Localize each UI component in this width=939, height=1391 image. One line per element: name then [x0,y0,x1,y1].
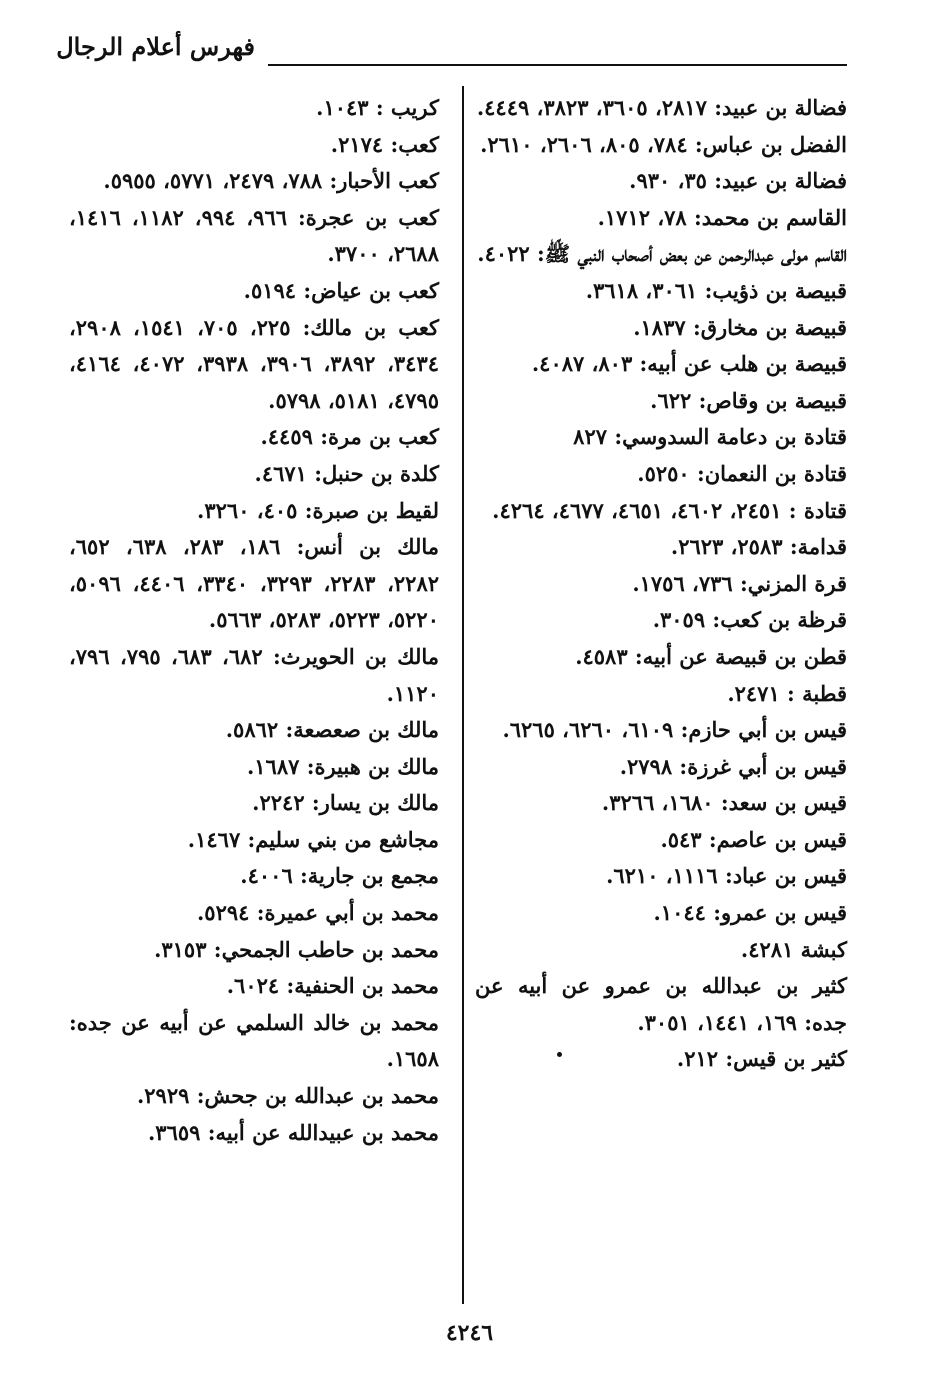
stray-dot [557,1052,562,1057]
index-entry: مالك بن أنس: ١٨٦، ٢٨٣، ٦٣٨، ٦٥٢، ٢٢٨٢، ٢٢٨٣، ٣٢٩٣، ٣٣٤٠، ٤٤٠٦، ٥٠٩٦، ٥٢٢٠، ٥٢٢٣، ٥٢٨٣، ٥٦٦٣. [69,534,440,633]
index-entry: مالك بن صعصعة: ٥٨٦٢. [225,717,439,743]
index-entry: مجاشع من بني سليم: ١٤٦٧. [187,826,439,852]
index-entry: مجمع بن جارية: ٤٠٠٦. [240,863,439,889]
index-entry: كعب: ٢١٧٤. [330,131,439,157]
page-header-title: فهرس أعلام الرجال [56,32,255,61]
page-number: ٤٢٤٦ [445,1320,494,1346]
right-column [475,90,847,1078]
index-entry: قبيصة بن هلب عن أبيه: ٨٠٣، ٤٠٨٧. [531,351,847,377]
index-entry: قتادة بن دعامة السدوسي: ٨٢٧ [573,424,847,450]
left-column [69,90,439,1151]
index-entry: فضالة بن عبيد: ٣٥، ٩٣٠. [629,168,847,194]
index-entry: الفضل بن عباس: ٧٨٤، ٨٠٥، ٢٦٠٦، ٢٦١٠. [480,131,847,157]
index-entry: قيس بن سعد: ١٦٨٠، ٣٢٦٦. [601,790,847,816]
index-entry: كعب بن عجرة: ٩٦٦، ٩٩٤، ١١٨٢، ١٤١٦، ٢٦٨٨، ٣٧٠٠. [69,204,439,267]
index-entry: قدامة: ٢٥٨٣، ٢٦٢٣. [670,534,847,560]
index-entry: قبيصة بن وقاص: ٦٢٢. [650,387,847,413]
index-entry: محمد بن حاطب الجمحي: ٣١٥٣. [154,936,439,962]
index-entry: قرة المزني: ٧٣٦، ١٧٥٦. [632,570,847,596]
index-entry: كثير بن قيس: ٢١٢. [676,1046,847,1072]
index-entry: القاسم مولى عبدالرحمن عن بعض أصحاب النبي ﷺ: ٤٠٢٢. [477,241,847,267]
index-entry: فضالة بن عبيد: ٢٨١٧، ٣٦٠٥، ٣٨٢٣، ٤٤٤٩. [476,95,847,120]
index-entry: قيس بن عاصم: ٥٤٣. [660,826,847,852]
index-entry: كلدة بن حنبل: ٤٦٧١. [254,460,439,486]
index-entry: كعب بن مرة: ٤٤٥٩. [260,424,439,450]
index-entry: قتادة بن النعمان: ٥٢٥٠. [637,460,847,486]
index-entry: مالك بن الحويرث: ٦٨٢، ٦٨٣، ٧٩٥، ٧٩٦، ١١٢٠. [69,643,439,706]
index-entry: مالك بن يسار: ٢٢٤٢. [252,790,439,816]
header-rule [268,64,847,66]
index-entry: محمد بن عبدالله بن جحش: ٢٩٢٩. [136,1083,439,1109]
index-entry: قبيصة بن ذؤيب: ٣٠٦١، ٣٦١٨. [585,277,847,303]
index-entry: محمد بن الحنفية: ٦٠٢٤. [226,973,439,999]
index-entry: كريب : ١٠٤٣. [316,95,439,120]
index-entry: كعب الأحبار: ٧٨٨، ٢٤٧٩، ٥٧٧١، ٥٩٥٥. [103,168,439,194]
index-entry: قيس بن أبي حازم: ٦١٠٩، ٦٢٦٠، ٦٢٦٥. [502,717,847,743]
index-entry: القاسم بن محمد: ٧٨، ١٧١٢. [597,204,847,230]
index-entry: قرظة بن كعب: ٣٠٥٩. [652,607,847,633]
index-entry: لقيط بن صبرة: ٤٠٥، ٣٢٦٠. [197,497,439,523]
index-entry: محمد بن خالد السلمي عن أبيه عن جده: ١٦٥٨. [69,1009,439,1072]
column-divider [462,86,464,1304]
index-entry: قتادة : ٢٤٥١، ٤٦٠٢، ٤٦٥١، ٤٦٧٧، ٤٢٦٤. [492,497,847,523]
index-entry: كعب بن مالك: ٢٢٥، ٧٠٥، ١٥٤١، ٢٩٠٨، ٣٤٣٤، ٣٨٩٢، ٣٩٠٦، ٣٩٣٨، ٤٠٧٢، ٤١٦٤، ٤٧٩٥، ٥١٨١، ٥٧٩٨. [69,314,440,413]
index-entry: محمد بن أبي عميرة: ٥٢٩٤. [196,900,439,926]
index-entry: قبيصة بن مخارق: ١٨٣٧. [633,314,847,340]
index-entry: كعب بن عياض: ٥١٩٤. [243,277,439,303]
index-entry: قطن بن قبيصة عن أبيه: ٤٥٨٣. [575,643,847,669]
index-entry: قيس بن عباد: ١١١٦، ٦٢١٠. [606,863,847,889]
index-entry: مالك بن هبيرة: ١٦٨٧. [246,753,439,779]
index-entry: قطبة : ٢٤٧١. [727,680,847,706]
index-entry: قيس بن أبي غرزة: ٢٧٩٨. [619,753,847,779]
index-entry: كثير بن عبدالله بن عمرو عن أبيه عن جده: ١٦٩، ١٤٤١، ٣٠٥١. [475,973,847,1035]
index-entry: قيس بن عمرو: ١٠٤٤. [653,900,847,926]
index-entry: كبشة ٤٢٨١. [740,936,847,962]
index-entry: محمد بن عبيدالله عن أبيه: ٣٦٥٩. [147,1119,439,1145]
